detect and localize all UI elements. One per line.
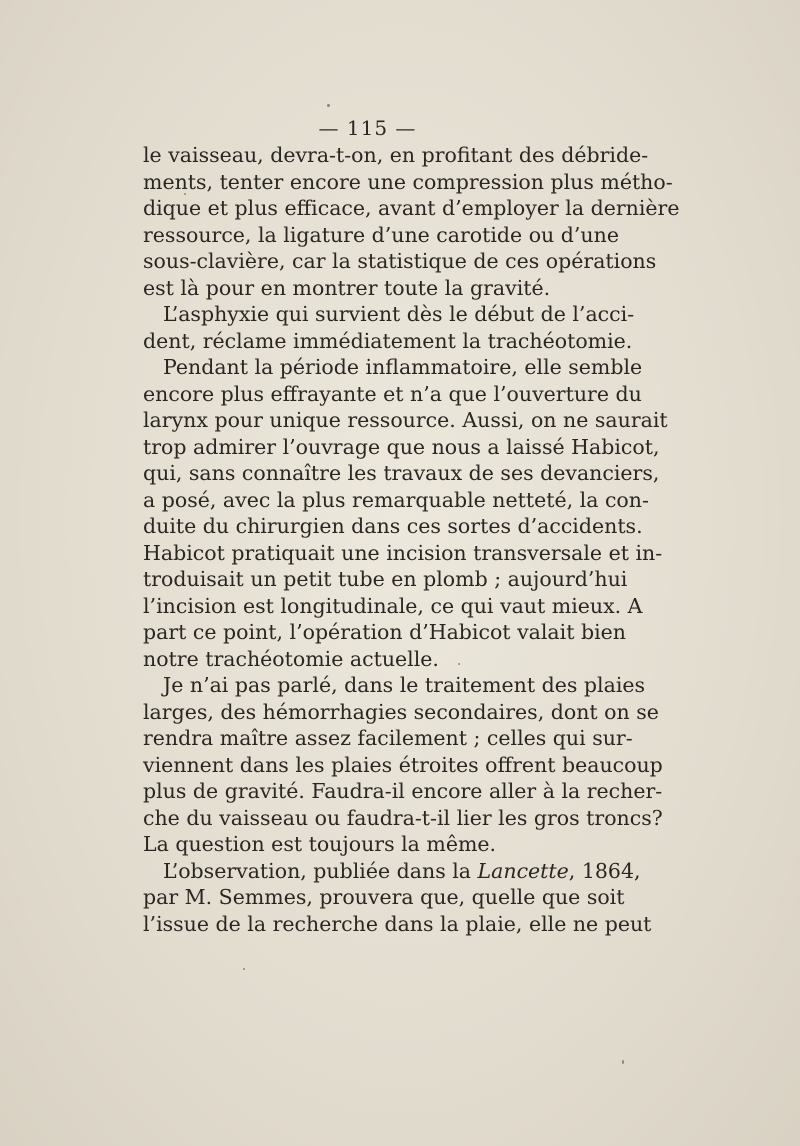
text-line: duite du chirurgien dans ces sortes d’accidents. — [143, 514, 643, 538]
text-line: encore plus effrayante et n’a que l’ouverture du — [143, 381, 642, 406]
journal-title: Lancette — [477, 858, 569, 883]
text-line: viennent dans les plaies étroites offrent beaucoup — [143, 752, 663, 777]
paper-speck — [243, 968, 245, 970]
text-line: La question est toujours la même. — [143, 832, 497, 856]
text-line: troduisait un petit tube en plomb ; aujourd’hui — [143, 567, 628, 591]
text-line: l’issue de la recherche dans la plaie, elle ne peut — [143, 911, 652, 936]
text-line: plus de gravité. Faudra-il encore aller à la recher- — [143, 779, 663, 803]
text-line: ments, tenter encore une compression plus métho- — [143, 169, 673, 194]
text-line: dent, réclame immédiatement la trachéotomie. — [143, 328, 633, 353]
text-line: a posé, avec la plus remarquable netteté, la con- — [143, 487, 649, 512]
paper-speck — [327, 104, 330, 107]
page-number: — 115 — — [318, 116, 417, 140]
body-text — [143, 142, 680, 937]
text-line: est là pour en montrer toute la gravité. — [143, 275, 551, 300]
paper-speck — [458, 663, 460, 665]
paper-speck — [622, 1060, 624, 1064]
text-line: notre trachéotomie actuelle. — [143, 646, 439, 671]
text-line: Pendant la période inflammatoire, elle semble — [163, 355, 643, 379]
text-line: part ce point, l’opération d’Habicot valait bien — [143, 620, 626, 644]
text-line-observation — [143, 858, 641, 885]
observation-after: , 1864, — [568, 858, 641, 883]
text-line: sous-clavière, car la statistique de ces opérations — [143, 249, 657, 273]
observation-before: L’observation, publiée dans la — [163, 858, 478, 883]
text-line: ressource, la ligature d’une carotide ou d’une — [143, 222, 619, 247]
text-line: par M. Semmes, prouvera que, quelle que soit — [143, 885, 625, 909]
text-line: Habicot pratiquait une incision transversale et in- — [143, 540, 663, 565]
text-line: larynx pour unique ressource. Aussi, on ne saurait — [143, 408, 668, 432]
text-line: L’asphyxie qui survient dès le début de l’acci- — [163, 302, 635, 326]
text-line: trop admirer l’ouvrage que nous a laissé Habicot, — [143, 434, 660, 459]
text-line: rendra maître assez facilement ; celles qui sur- — [143, 726, 633, 750]
paper-speck — [184, 193, 186, 195]
text-line: che du vaisseau ou faudra-t-il lier les gros troncs? — [143, 805, 663, 830]
text-line: Je n’ai pas parlé, dans le traitement des plaies — [163, 673, 646, 697]
text-line: qui, sans connaître les travaux de ses devanciers, — [143, 461, 660, 485]
text-line: dique et plus efficace, avant d’employer la dernière — [143, 196, 680, 220]
text-line: l’incision est longitudinale, ce qui vaut mieux. A — [143, 593, 643, 618]
text-line: larges, des hémorrhagies secondaires, dont on se — [143, 699, 659, 724]
text-line: le vaisseau, devra-t-on, en profitant des débride- — [143, 143, 649, 167]
